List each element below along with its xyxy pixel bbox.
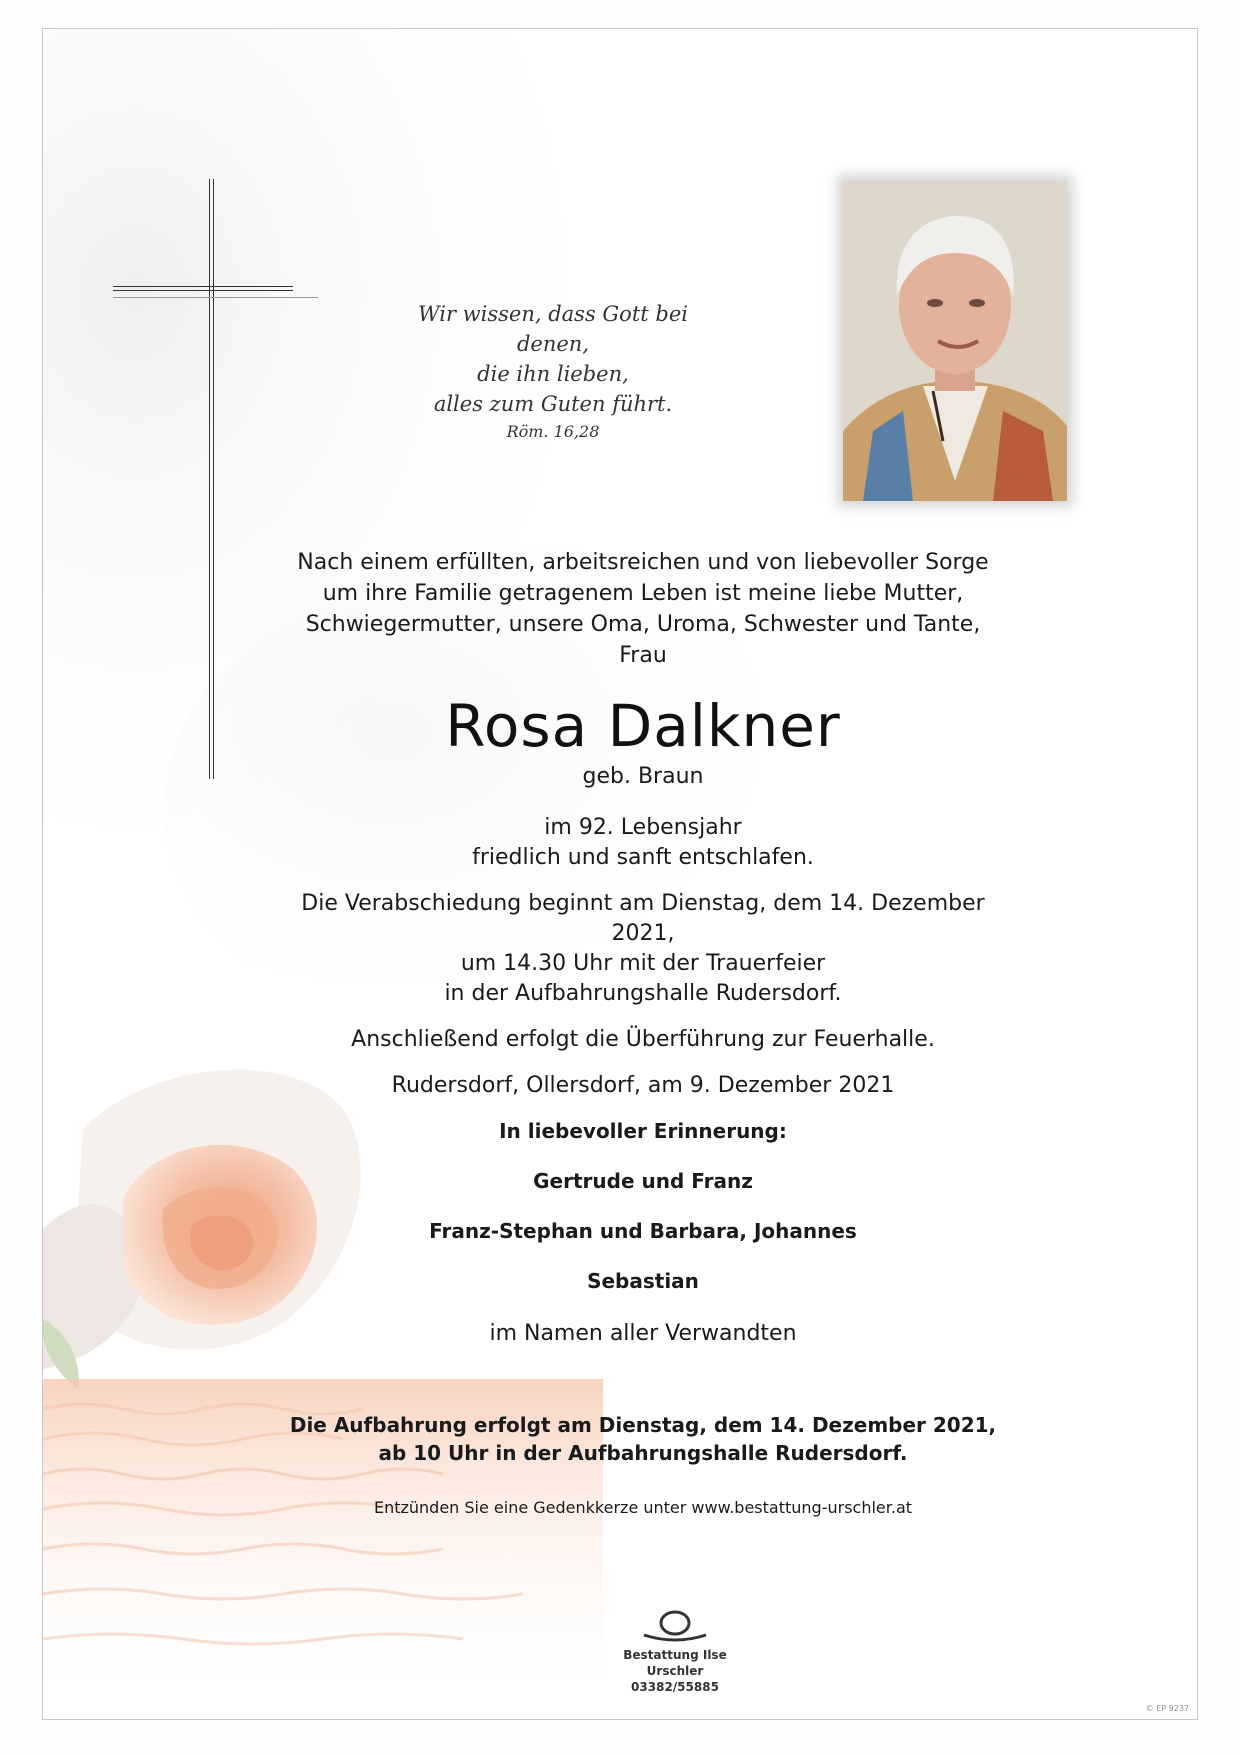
quote-line: Wir wissen, dass Gott bei denen,	[418, 302, 688, 356]
portrait-image	[843, 181, 1067, 501]
mourner-name: Gertrude und Franz	[533, 1169, 753, 1193]
cross-vertical-bar	[209, 179, 214, 779]
bible-quote	[383, 299, 723, 445]
viewing-line: Die Aufbahrung erfolgt am Dienstag, dem 14. Dezember 2021,	[289, 1413, 997, 1437]
viewing-line: ab 10 Uhr in der Aufbahrungshalle Rudersdorf.	[378, 1441, 908, 1465]
deceased-name: Rosa Dalkner	[445, 692, 841, 760]
place-date: Rudersdorf, Ollersdorf, am 9. Dezember 2021	[391, 1073, 895, 1098]
cross-shadow-line	[113, 297, 318, 298]
quote-line: die ihn lieben,	[477, 362, 629, 386]
undertaker-logo	[595, 1609, 755, 1695]
mourner-name: Franz-Stephan und Barbara, Johannes	[429, 1219, 857, 1243]
birth-name: geb. Braun	[582, 764, 704, 789]
undertaker-logo-icon	[640, 1609, 710, 1643]
candle-note: Entzünden Sie eine Gedenkkerze unter www.bestattung-urschler.at	[373, 1498, 913, 1517]
obituary-text	[273, 547, 1013, 1519]
portrait-photo	[843, 181, 1067, 501]
quote-line: alles zum Guten führt.	[433, 392, 673, 416]
intro-line: Frau	[619, 643, 667, 668]
transfer-line: Anschließend erfolgt die Überführung zur Feuerhalle.	[351, 1027, 935, 1052]
farewell-line: in der Aufbahrungshalle Rudersdorf.	[444, 981, 842, 1006]
obituary-page	[42, 28, 1198, 1720]
cross-horizontal-bar	[113, 286, 293, 291]
relatives-line: im Namen aller Verwandten	[489, 1321, 797, 1346]
intro-line: um ihre Familie getragenem Leben ist meine liebe Mutter,	[322, 581, 964, 606]
quote-reference: Röm. 16,28	[506, 422, 600, 441]
mourners-heading: In liebevoller Erinnerung:	[499, 1119, 787, 1143]
age-line: friedlich und sanft entschlafen.	[472, 845, 814, 870]
intro-line: Nach einem erfüllten, arbeitsreichen und von liebevoller Sorge	[297, 550, 989, 575]
undertaker-name: Bestattung Ilse Urschler	[623, 1648, 727, 1678]
intro-line: Schwiegermutter, unsere Oma, Uroma, Schwester und Tante,	[305, 612, 981, 637]
undertaker-phone: 03382/55885	[631, 1680, 719, 1694]
farewell-line: um 14.30 Uhr mit der Trauerfeier	[460, 951, 826, 976]
farewell-line: Die Verabschiedung beginnt am Dienstag, dem 14. Dezember 2021,	[301, 891, 985, 946]
mourner-name: Sebastian	[587, 1269, 699, 1293]
template-code: © EP 9237	[1145, 1704, 1189, 1713]
age-line: im 92. Lebensjahr	[544, 815, 742, 840]
